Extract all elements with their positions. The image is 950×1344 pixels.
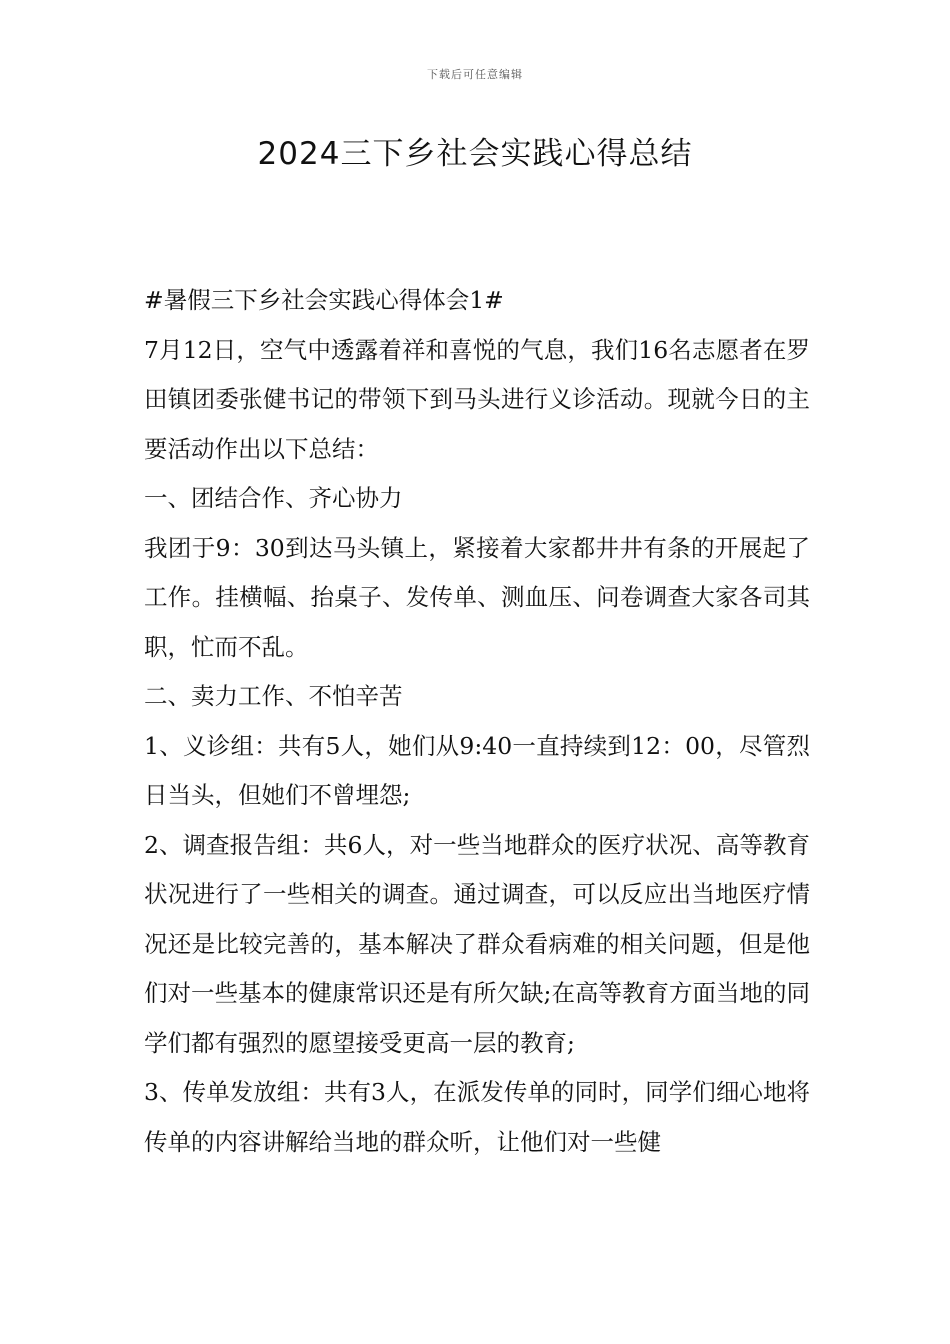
list-item: 3、传单发放组：共有3人，在派发传单的同时，同学们细心地将传单的内容讲解给当地的群众听，让他们对一些健 xyxy=(144,1078,810,1156)
subheading: 一、团结合作、齐心协力 xyxy=(144,484,403,512)
header-note: 下载后可任意编辑 xyxy=(427,68,523,81)
document-title: 2024三下乡社会实践心得总结 xyxy=(257,136,693,172)
body-paragraph: 7月12日，空气中透露着祥和喜悦的气息，我们16名志愿者在罗田镇团委张健书记的带领下到马头进行义诊活动。现就今日的主要活动作出以下总结： xyxy=(144,335,810,463)
list-item: 1、义诊组：共有5人，她们从9:40一直持续到12：00，尽管烈日当头，但她们不曾埋怨; xyxy=(144,731,810,809)
body-paragraph: 我团于9：30到达马头镇上，紧接着大家都井井有条的开展起了工作。挂横幅、抬桌子、发传单、测血压、问卷调查大家各司其职，忙而不乱。 xyxy=(144,533,810,661)
document-body xyxy=(144,276,810,1167)
section-heading: #暑假三下乡社会实践心得体会1# xyxy=(144,286,504,314)
subheading: 二、卖力工作、不怕辛苦 xyxy=(144,682,403,710)
list-item: 2、调查报告组：共6人，对一些当地群众的医疗状况、高等教育状况进行了一些相关的调查。通过调查，可以反应出当地医疗情况还是比较完善的，基本解决了群众看病难的相关问题，但是他们对一些基本的健康常识还是有所欠缺;在高等教育方面当地的同学们都有强烈的愿望接受更高一层的教育; xyxy=(144,830,810,1057)
